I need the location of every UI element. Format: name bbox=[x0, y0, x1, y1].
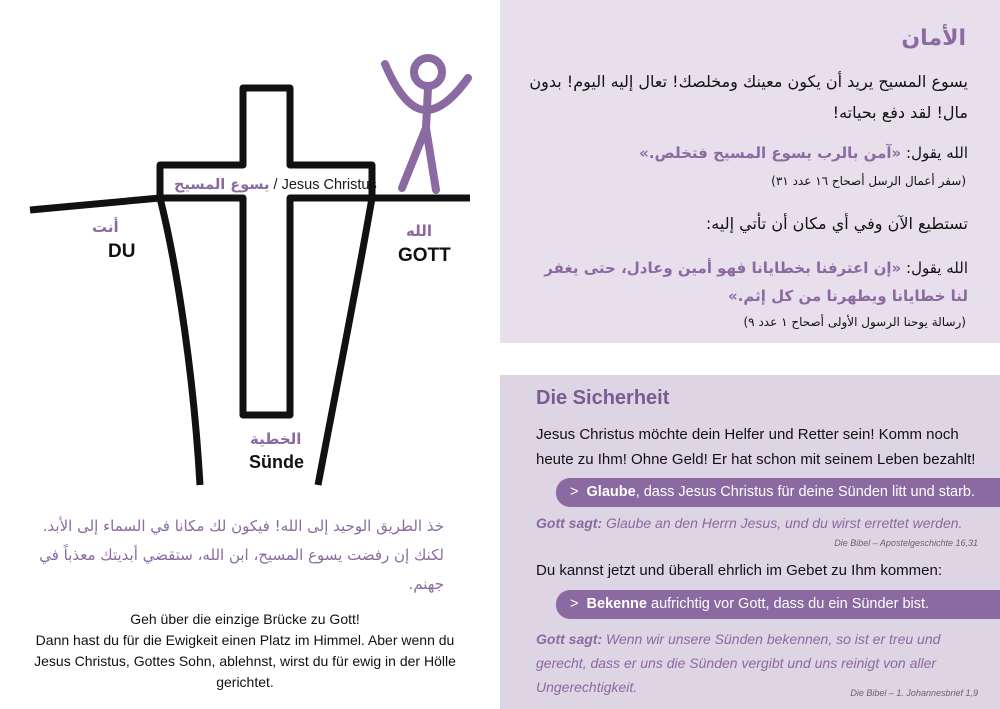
faith-bar-bold: Glaube bbox=[586, 484, 636, 500]
faith-bar bbox=[556, 478, 1000, 507]
faith-bar-arrow-icon: > bbox=[570, 484, 579, 500]
german-panel-title: Die Sicherheit bbox=[536, 387, 670, 409]
arabic-panel-paragraph1: يسوع المسيح يريد أن يكون معينك ومخلصك! تعال إليه اليوم! بدون مال! لقد دفع بحياته! bbox=[529, 72, 968, 122]
arabic-quote2 bbox=[528, 254, 968, 310]
person-figure-icon bbox=[385, 58, 468, 190]
cross-bar-label bbox=[174, 177, 377, 193]
confess-bar bbox=[556, 590, 1000, 619]
confess-bar-bold: Bekenne bbox=[586, 596, 647, 612]
god-says1-text: Glaube an den Herrn Jesus, und du wirst errettet werden. bbox=[602, 515, 963, 531]
label-you-ar: أنت bbox=[92, 219, 119, 236]
arabic-quote2-reference: (رسالة يوحنا الرسول الأولى أصحاح ١ عدد ٩) bbox=[743, 315, 966, 329]
german-panel-paragraph2: Du kannst jetzt und überall ehrlich im Gebet zu Ihm kommen: bbox=[536, 562, 943, 579]
left-arabic-text: خذ الطريق الوحيد إلى الله! فيكون لك مكانا في السماء إلى الأبد. لكنك إن رفضت يسوع المسيح، ابن الله، ستقضي أبديتك معذباً في جهنم. bbox=[39, 517, 444, 593]
left-german-line1: Geh über die einzige Brücke zu Gott! bbox=[130, 611, 360, 627]
arabic-quote1-prefix: الله يقول: bbox=[901, 144, 968, 162]
arabic-panel-paragraph2: تستطيع الآن وفي أي مكان أن تأتي إليه: bbox=[705, 214, 968, 233]
cross-bar-separator: / bbox=[269, 177, 282, 193]
arabic-quote1 bbox=[528, 141, 968, 166]
arabic-panel bbox=[500, 0, 1000, 343]
label-god-ar: الله bbox=[406, 223, 432, 240]
source1: Die Bibel – Apostelgeschichte 16,31 bbox=[834, 538, 978, 548]
german-panel bbox=[500, 375, 1000, 709]
right-cliff bbox=[318, 198, 470, 485]
cross-bar-label-de: Jesus Christus bbox=[281, 177, 377, 193]
label-sin-ar: الخطية bbox=[250, 431, 302, 448]
god-says2-bold: Gott sagt: bbox=[536, 631, 603, 647]
label-sin-de: Sünde bbox=[249, 452, 305, 472]
god-says1-bold: Gott sagt: bbox=[536, 515, 603, 531]
god-says-quote1 bbox=[536, 511, 986, 535]
left-german-text bbox=[30, 609, 460, 693]
label-you-de: DU bbox=[108, 241, 136, 262]
arabic-quote2-prefix: الله يقول: bbox=[901, 259, 968, 277]
label-god-de: GOTT bbox=[398, 245, 451, 266]
arabic-quote1-reference: (سفر أعمال الرسل أصحاح ١٦ عدد ٣١) bbox=[771, 174, 966, 188]
arabic-quote2-text: «إن اعترفنا بخطايانا فهو أمين وعادل، حتى يغفر لنا خطايانا ويطهرنا من كل إثم.» bbox=[544, 259, 968, 305]
confess-bar-arrow-icon: > bbox=[570, 596, 579, 612]
german-panel-paragraph1: Jesus Christus möchte dein Helfer und Retter sein! Komm noch heute zu Ihm! Ohne Geld! Er hat schon mit seinem Leben bezahlt! bbox=[536, 426, 976, 468]
god-says2-text: Wenn wir unsere Sünden bekennen, so ist er treu und gerecht, dass er uns die Sünden vergibt und uns reinigt von aller Ungerechtigkeit. bbox=[536, 631, 941, 695]
arabic-quote1-text: «آمن بالرب يسوع المسيح فتخلص.» bbox=[639, 144, 902, 162]
faith-bar-text: , dass Jesus Christus für deine Sünden litt und starb. bbox=[635, 484, 976, 500]
left-german-line2: Dann hast du für die Ewigkeit einen Platz im Himmel. Aber wenn du Jesus Christus, Gottes Sohn, ablehnst, wirst du für ewig in der Hölle gerichtet. bbox=[34, 632, 456, 690]
confess-bar-text: aufrichtig vor Gott, dass du ein Sünder bist. bbox=[646, 596, 930, 612]
arabic-panel-title: الأمان bbox=[901, 26, 966, 51]
cross-bar-label-ar: يسوع المسيح bbox=[174, 177, 270, 193]
source2: Die Bibel – 1. Johannesbrief 1,9 bbox=[850, 688, 978, 698]
